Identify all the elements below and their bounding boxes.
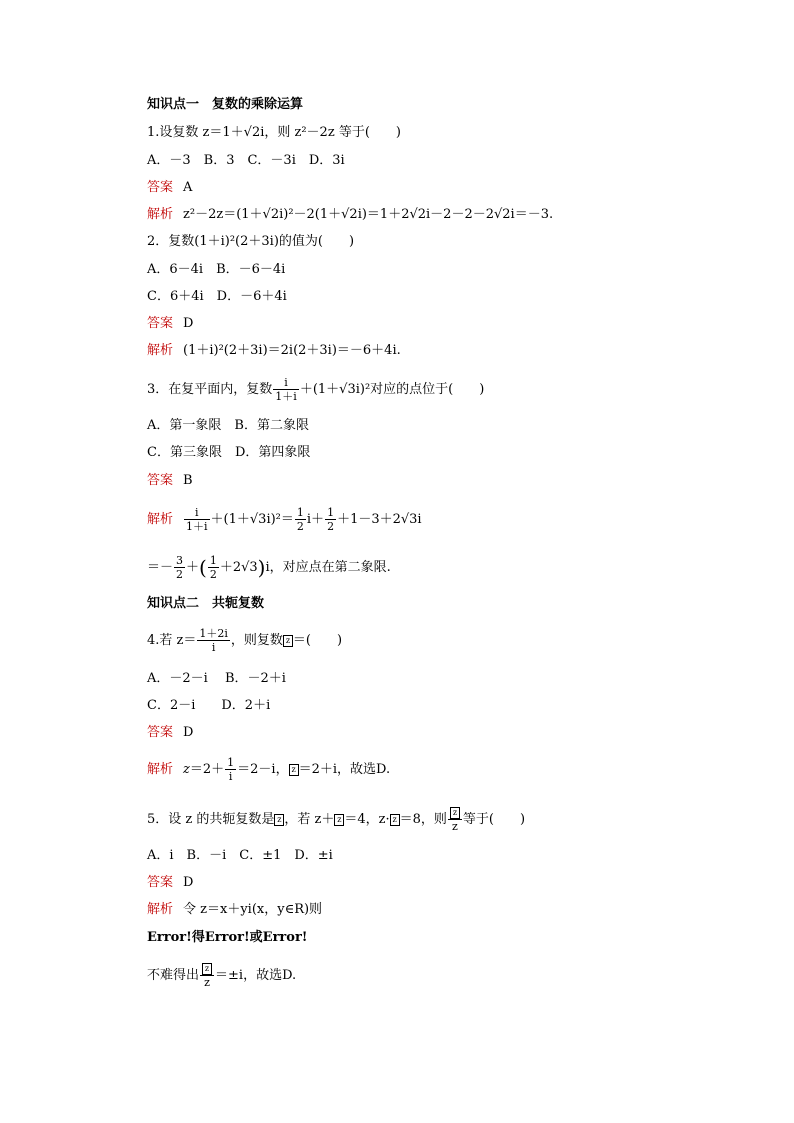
q5-options: A．i B．－i C．±1 D．±i — [147, 848, 333, 863]
q3-analysis-2: ＝－ $\frac{3}{2}$ ＋( $\frac{1}{2}$ ＋2√3)i，对应点在第二象限. — [147, 554, 391, 581]
q3-analysis-1: 解析 $\frac{i}{1+i}$ ＋(1＋√3i)²＝ $\frac{1}{2}$ i＋ $\frac{1}{2}$ ＋1－3＋2√3i — [147, 506, 422, 533]
q5-analysis: 解析 令 z＝x＋yi(x，y∈R)则 — [147, 902, 323, 917]
fraction-i-over-1-plus-i: $\frac{i}{1+i}$ — [275, 376, 297, 403]
q3-answer: 答案 B — [147, 473, 193, 488]
q4-analysis: 解析 z＝2＋ $\frac{1}{i}$ ＝2－i， z ＝2＋i，故选D. — [147, 756, 391, 783]
section-title-1: 知识点一 复数的乘除运算 — [147, 97, 304, 112]
q1-stem: 1.设复数 z＝1＋√2i，则 z²－2z 等于( ) — [147, 125, 401, 140]
q5-final: 不难得出 $\frac{z}{z}$ ＝±i，故选D. — [147, 964, 297, 989]
q2-analysis: 解析 (1＋i)²(2＋3i)＝2i(2＋3i)＝－6＋4i. — [147, 343, 401, 358]
q2-options-2: C．6＋4i D．－6＋4i — [147, 289, 287, 304]
q2-answer: 答案 D — [147, 316, 194, 331]
section-title-2: 知识点二 共轭复数 — [147, 596, 265, 611]
q5-answer: 答案 D — [147, 875, 194, 890]
q2-options-1: A．6－4i B．－6－4i — [147, 262, 286, 277]
q4-stem: 4.若 z＝ $\frac{1+2i}{i}$ ，则复数 z ＝( ) — [147, 627, 343, 654]
q1-analysis: 解析 z²－2z＝(1＋√2i)²－2(1＋√2i)＝1＋2√2i－2－2－2√2i＝－3. — [147, 207, 554, 222]
q4-options-1: A．－2－i B．－2＋i — [147, 671, 286, 686]
q1-options: A．－3 B．3 C．－3i D．3i — [147, 153, 345, 168]
conjugate-placeholder-icon: z — [283, 635, 293, 647]
q5-stem: 5．设 z 的共轭复数是 z ，若 z＋ z ＝4，z· z ＝8，则 $\frac{z}{z}$ 等于( ) — [147, 808, 526, 833]
q3-options-2: C．第三象限 D．第四象限 — [147, 445, 311, 460]
q3-stem: 3．在复平面内，复数 $\frac{i}{1+i}$ ＋(1＋√3i)²对应的点位于( ) — [147, 376, 485, 403]
q3-options-1: A．第一象限 B．第二象限 — [147, 418, 309, 433]
q1-answer: 答案 A — [147, 180, 193, 195]
q4-answer: 答案 D — [147, 725, 194, 740]
q2-stem: 2．复数(1＋i)²(2＋3i)的值为( ) — [147, 234, 355, 249]
q5-error-line: Error!得Error!或Error! — [147, 930, 308, 945]
q4-options-2: C．2－i D．2＋i — [147, 698, 271, 713]
